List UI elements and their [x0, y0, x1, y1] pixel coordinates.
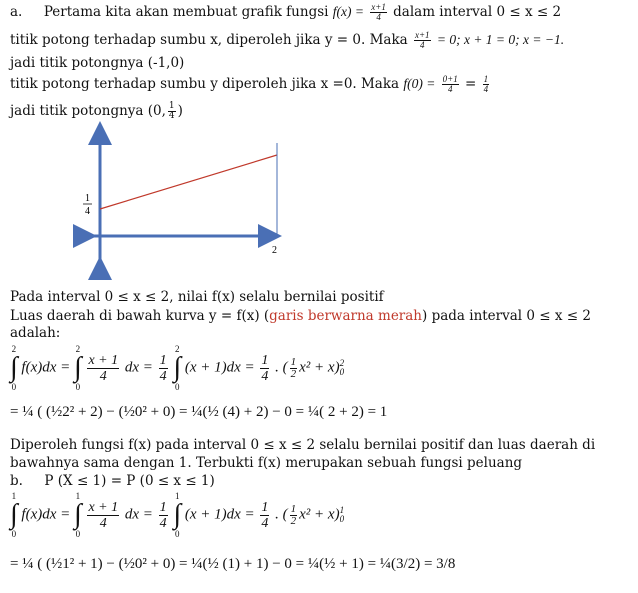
- y-intercept-fraction: $\frac{1}{4}$: [168, 101, 175, 121]
- half-fraction: $\frac{1}{2}$: [290, 355, 297, 380]
- x-intercept-text: titik potong terhadap sumbu x, diperoleh jika y = 0. Maka: [10, 32, 408, 48]
- part-b-line: [10, 473, 215, 490]
- x-intercept-point: jadi titik potongnya (-1,0): [10, 55, 185, 71]
- y-tick-num: 1: [85, 193, 90, 204]
- equation-4: [10, 556, 455, 573]
- dx-equals: dx =: [124, 359, 153, 376]
- equation-4-text: = ¼ ( (½1² + 1) − (½0² + 0) = ¼(½ (1) + 1) − 0 = ¼(½ + 1) = ¼(3/2) = 3/8: [10, 556, 456, 572]
- fx-fraction: $\frac{x+1}{4}$: [371, 2, 386, 22]
- f0-fraction: $\frac{0+1}{4}$: [442, 74, 458, 94]
- x-intercept-solution: = 0; x + 1 = 0; x = −1.: [436, 32, 565, 47]
- x-intercept-fraction: $\frac{x+1}{4}$: [414, 30, 430, 50]
- inner-integral: (x + 1)dx =: [184, 359, 255, 376]
- eval-limits-1: 2 0: [339, 358, 345, 377]
- integral-sign-b3: 1 ∫ 0: [173, 491, 182, 539]
- equation-2-text: = ¼ ( (½2² + 2) − (½0² + 0) = ¼(½ (4) + 2) − 0 = ¼( 2 + 2) = 1: [10, 404, 388, 420]
- part-a-line2: [10, 31, 564, 50]
- interval-text: dalam interval 0 ≤ x ≤ 2: [393, 4, 562, 20]
- conclusion-text-2: bawahnya sama dengan 1. Terbukti f(x) merupakan sebuah fungsi peluang: [10, 455, 523, 471]
- y-tick-den: 4: [85, 206, 90, 217]
- part-a-intro: Pertama kita akan membuat grafik fungsi: [43, 4, 329, 20]
- part-b-label: b.: [10, 473, 23, 489]
- part-a-line3: [10, 55, 184, 72]
- part-a-line1: [10, 3, 561, 22]
- integrand-fraction-b: $\frac{x + 1}{4}$: [88, 499, 119, 531]
- dot-paren: . (: [275, 359, 288, 376]
- quarter-fraction-b2: $\frac{1}{4}$: [261, 499, 269, 531]
- fx-label: f(x) =: [332, 4, 364, 19]
- area-statement: [10, 308, 628, 325]
- integrand-fraction: $\frac{x + 1}{4}$: [88, 352, 119, 384]
- positive-text: Pada interval 0 ≤ x ≤ 2, nilai f(x) selalu bernilai positif: [10, 289, 384, 305]
- area-text-post: ) pada interval 0 ≤ x ≤ 2: [422, 308, 591, 324]
- equation-2: [10, 404, 387, 421]
- adalah-label: [10, 325, 60, 342]
- part-a-line5: [10, 102, 183, 121]
- conclusion-line2: [10, 455, 522, 472]
- y-intercept-text: titik potong terhadap sumbu y diperoleh jika x =0. Maka: [10, 76, 400, 92]
- function-line: [100, 155, 277, 209]
- conclusion-text-1: Diperoleh fungsi f(x) pada interval 0 ≤ x ≤ 2 selalu bernilai positif dan luas daerah di: [10, 437, 596, 453]
- eval-limits-b: 1 0: [339, 505, 345, 524]
- quarter-fraction-2: $\frac{1}{4}$: [261, 352, 269, 384]
- integral-sign-3: 2 ∫ 0: [173, 344, 182, 392]
- positive-statement: [10, 289, 384, 306]
- integral-equation-1: [10, 344, 344, 392]
- f0-result: $\frac{1}{4}$: [483, 74, 489, 94]
- dx-equals-b: dx =: [124, 506, 153, 523]
- conclusion-line1: [10, 437, 628, 454]
- antiderivative-b: x² + x): [299, 506, 340, 523]
- function-graph: [75, 125, 275, 275]
- integral-sign-b1: 1 ∫ 0: [10, 491, 18, 539]
- part-a-line4: [10, 75, 491, 94]
- part-a-label: a.: [10, 4, 23, 20]
- f0-label: f(0) =: [403, 76, 436, 91]
- antiderivative: x² + x): [299, 359, 340, 376]
- red-line-text: garis berwarna merah: [269, 308, 423, 324]
- half-fraction-b: $\frac{1}{2}$: [290, 502, 297, 527]
- integral-sign-2: 2 ∫ 0: [74, 344, 82, 392]
- f0-equals: =: [465, 76, 477, 92]
- quarter-fraction: $\frac{1}{4}$: [159, 352, 167, 384]
- x-tick-2: 2: [272, 245, 277, 256]
- adalah-text: adalah:: [10, 325, 61, 341]
- area-text-pre: Luas daerah di bawah kurva y = f(x) (: [10, 308, 270, 324]
- integral-sign-b2: 1 ∫ 0: [74, 491, 82, 539]
- integral-sign-1: 2 ∫ 0: [10, 344, 18, 392]
- fx-dx: f(x)dx =: [21, 359, 71, 376]
- quarter-fraction-b: $\frac{1}{4}$: [159, 499, 167, 531]
- close-paren: ): [177, 103, 183, 119]
- y-intercept-point: jadi titik potongnya (0,: [10, 103, 166, 119]
- probability-statement: P (X ≤ 1) = P (0 ≤ x ≤ 1): [44, 473, 215, 489]
- integral-equation-3: [10, 491, 344, 539]
- fx-dx-b: f(x)dx =: [21, 506, 71, 523]
- inner-integral-b: (x + 1)dx =: [184, 506, 255, 523]
- dot-paren-b: . (: [275, 506, 288, 523]
